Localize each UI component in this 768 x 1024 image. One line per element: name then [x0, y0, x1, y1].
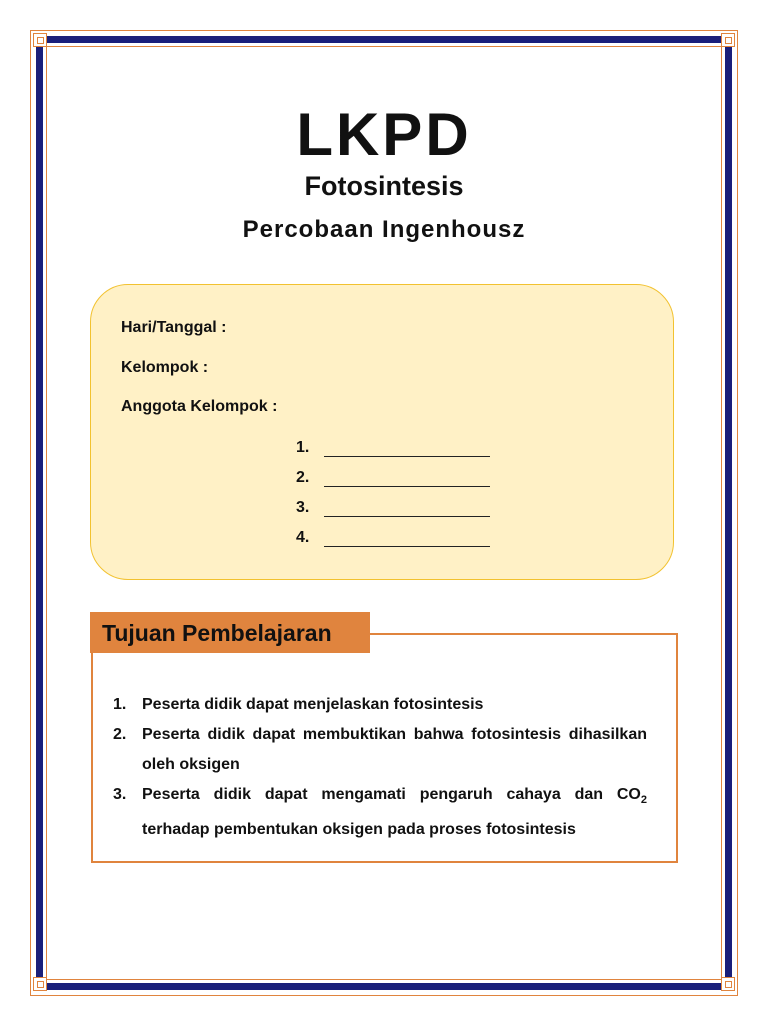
members-field-label: Anggota Kelompok : [121, 398, 278, 415]
objective-text: Peserta didik dapat menjelaskan fotosintesis [142, 696, 484, 713]
member-line[interactable] [296, 439, 490, 457]
page-title: LKPD [296, 101, 472, 168]
corner-ornament-top-right [721, 33, 735, 47]
objectives-heading: Tujuan Pembelajaran [90, 612, 370, 653]
objective-text-part: terhadap pembentukan oksigen pada proses fotosintesis [142, 821, 576, 839]
identity-box [90, 284, 674, 580]
objective-number: 1. [113, 696, 127, 713]
member-line[interactable] [296, 499, 490, 517]
member-blank-line[interactable] [324, 502, 490, 517]
member-number: 2. [296, 469, 310, 486]
member-line[interactable] [296, 469, 490, 487]
corner-ornament-bottom-right [721, 977, 735, 991]
date-field-label: Hari/Tanggal : [121, 319, 227, 336]
objectives-list [113, 690, 647, 845]
objective-number: 2. [113, 726, 127, 743]
page-subtitle: Fotosintesis [304, 171, 464, 201]
member-blank-line[interactable] [324, 532, 490, 547]
experiment-title: Percobaan Ingenhousz [242, 216, 526, 243]
member-blank-line[interactable] [324, 442, 490, 457]
objective-text [142, 780, 647, 845]
co2-subscript: 2 [640, 794, 647, 807]
objective-text: Peserta didik dapat membuktikan bahwa fotosintesis dihasilkan oleh oksigen [142, 726, 647, 773]
member-number: 3. [296, 499, 310, 516]
corner-ornament-bottom-left [33, 977, 47, 991]
objective-item [113, 690, 647, 720]
member-line[interactable] [296, 529, 490, 547]
member-blank-line[interactable] [324, 472, 490, 487]
corner-ornament-top-left [33, 33, 47, 47]
objective-item [113, 720, 647, 780]
objective-number: 3. [113, 786, 127, 803]
objective-text-part: Peserta didik dapat mengamati pengaruh cahaya dan CO [142, 786, 641, 803]
group-field-label: Kelompok : [121, 359, 209, 376]
member-number: 1. [296, 439, 310, 456]
member-number: 4. [296, 529, 310, 546]
objective-item [113, 780, 647, 845]
